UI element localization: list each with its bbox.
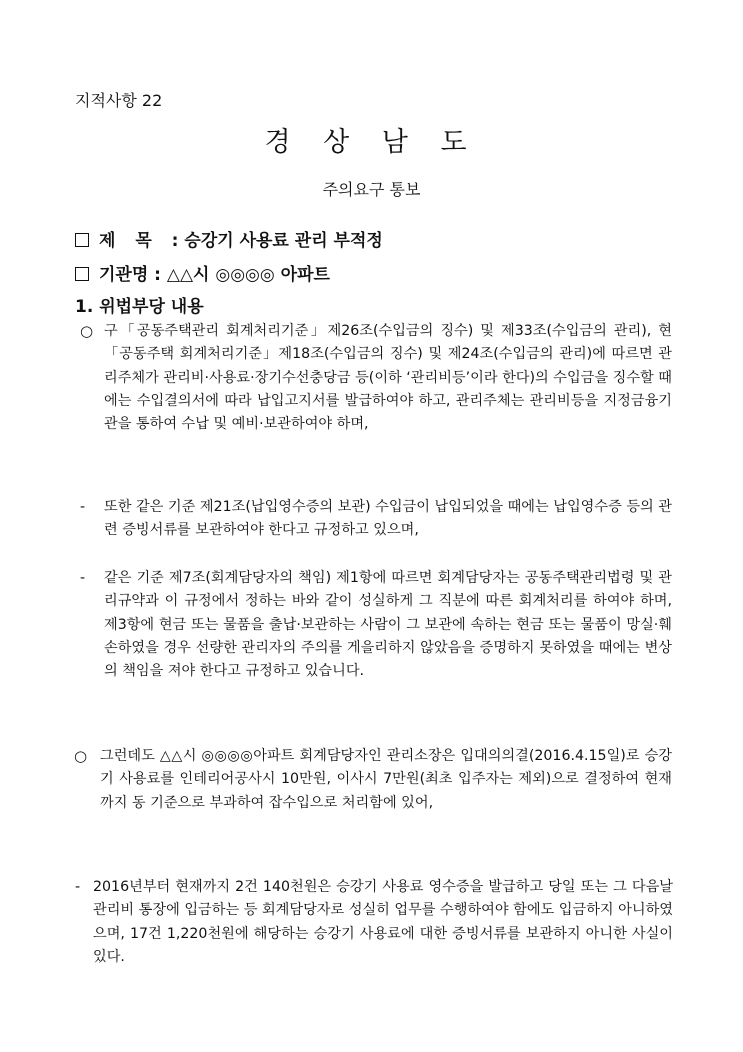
subject-value: 승강기 사용료 관리 부적정	[184, 231, 383, 251]
agency-row	[75, 260, 330, 285]
document-subtitle: 주의요구 통보	[322, 180, 421, 199]
agency-value: △△시 ◎◎◎◎ 아파트	[166, 265, 330, 285]
paragraph	[74, 745, 672, 815]
document-title: 경 상 남 도	[264, 127, 479, 158]
paragraph-text: 또한 같은 기준 제21조(납입영수증의 보관) 수입금이 납입되었을 때에는 납입영수증 등의 관련 증빙서류를 보관하여야 한다고 규정하고 있으며,	[104, 499, 672, 539]
paragraph	[80, 567, 672, 683]
checkbox-square-icon	[75, 233, 89, 247]
section-heading: 1. 위법부당 내용	[75, 297, 204, 317]
paragraph-text: 2016년부터 현재까지 2건 140천원은 승강기 사용료 영수증을 발급하고 당일 또는 그 다음날 관리비 통장에 입금하는 등 회계담당자로 성실히 업무를 수행하여야 함에도 입금하지 아니하였으며, 17건 1,220천원에 해당하는 승강기 사용료에 대한 증빙서류를 보관하지 아니한 사실이 있다.	[93, 879, 673, 965]
dash-bullet: -	[80, 570, 86, 586]
subject-label: 제 목 :	[99, 231, 179, 251]
checkbox-square-icon	[75, 267, 89, 281]
paragraph	[80, 496, 672, 543]
dash-bullet: -	[80, 499, 86, 515]
paragraph	[75, 876, 673, 969]
paragraph-text: 그런데도 △△시 ◎◎◎◎아파트 회계담당자인 관리소장은 입대의의결(2016.4.15일)로 승강기 사용료를 인테리어공사시 10만원, 이사시 7만원(최초 입주자는 제외)으로 결정하여 현재까지 동 기준으로 부과하여 잡수입으로 처리함에 있어,	[100, 748, 672, 811]
paragraph	[80, 320, 672, 436]
paragraph-text: 구「공동주택관리 회계처리기준」제26조(수입금의 징수) 및 제33조(수입금의 관리), 현「공동주택 회계처리기준」제18조(수입금의 징수) 및 제24조(수입금의 관리)에 따르면 관리주체가 관리비·사용료·장기수선충당금 등(이하 ‘관리비등’이라 한다)의 수입금을 징수할 때에는 수입결의서에 따라 납입고지서를 발급하여야 하고, 관리주체는 관리비등을 지정금융기관을 통하여 수납 및 예비·보관하여야 하며,	[104, 323, 672, 433]
circle-bullet-icon: ○	[74, 747, 88, 765]
agency-label: 기관명 :	[99, 265, 161, 285]
subject-row	[75, 226, 383, 251]
paragraph-text: 같은 기준 제7조(회계담당자의 책임) 제1항에 따르면 회계담당자는 공동주택관리법령 및 관리규약과 이 규정에서 정하는 바와 같이 성실하게 그 직분에 따른 회계처리를 하여야 하며, 제3항에 현금 또는 물품을 출납·보관하는 사람이 그 보관에 속하는 현금 또는 물품이 망실·훼손하였을 경우 선량한 관리자의 주의를 게을리하지 않았음을 증명하지 못하였을 때에는 변상의 책임을 져야 한다고 규정하고 있습니다.	[104, 570, 672, 680]
circle-bullet-icon: ○	[80, 322, 94, 340]
dash-bullet: -	[75, 879, 81, 895]
item-number: 지적사항 22	[75, 91, 163, 110]
